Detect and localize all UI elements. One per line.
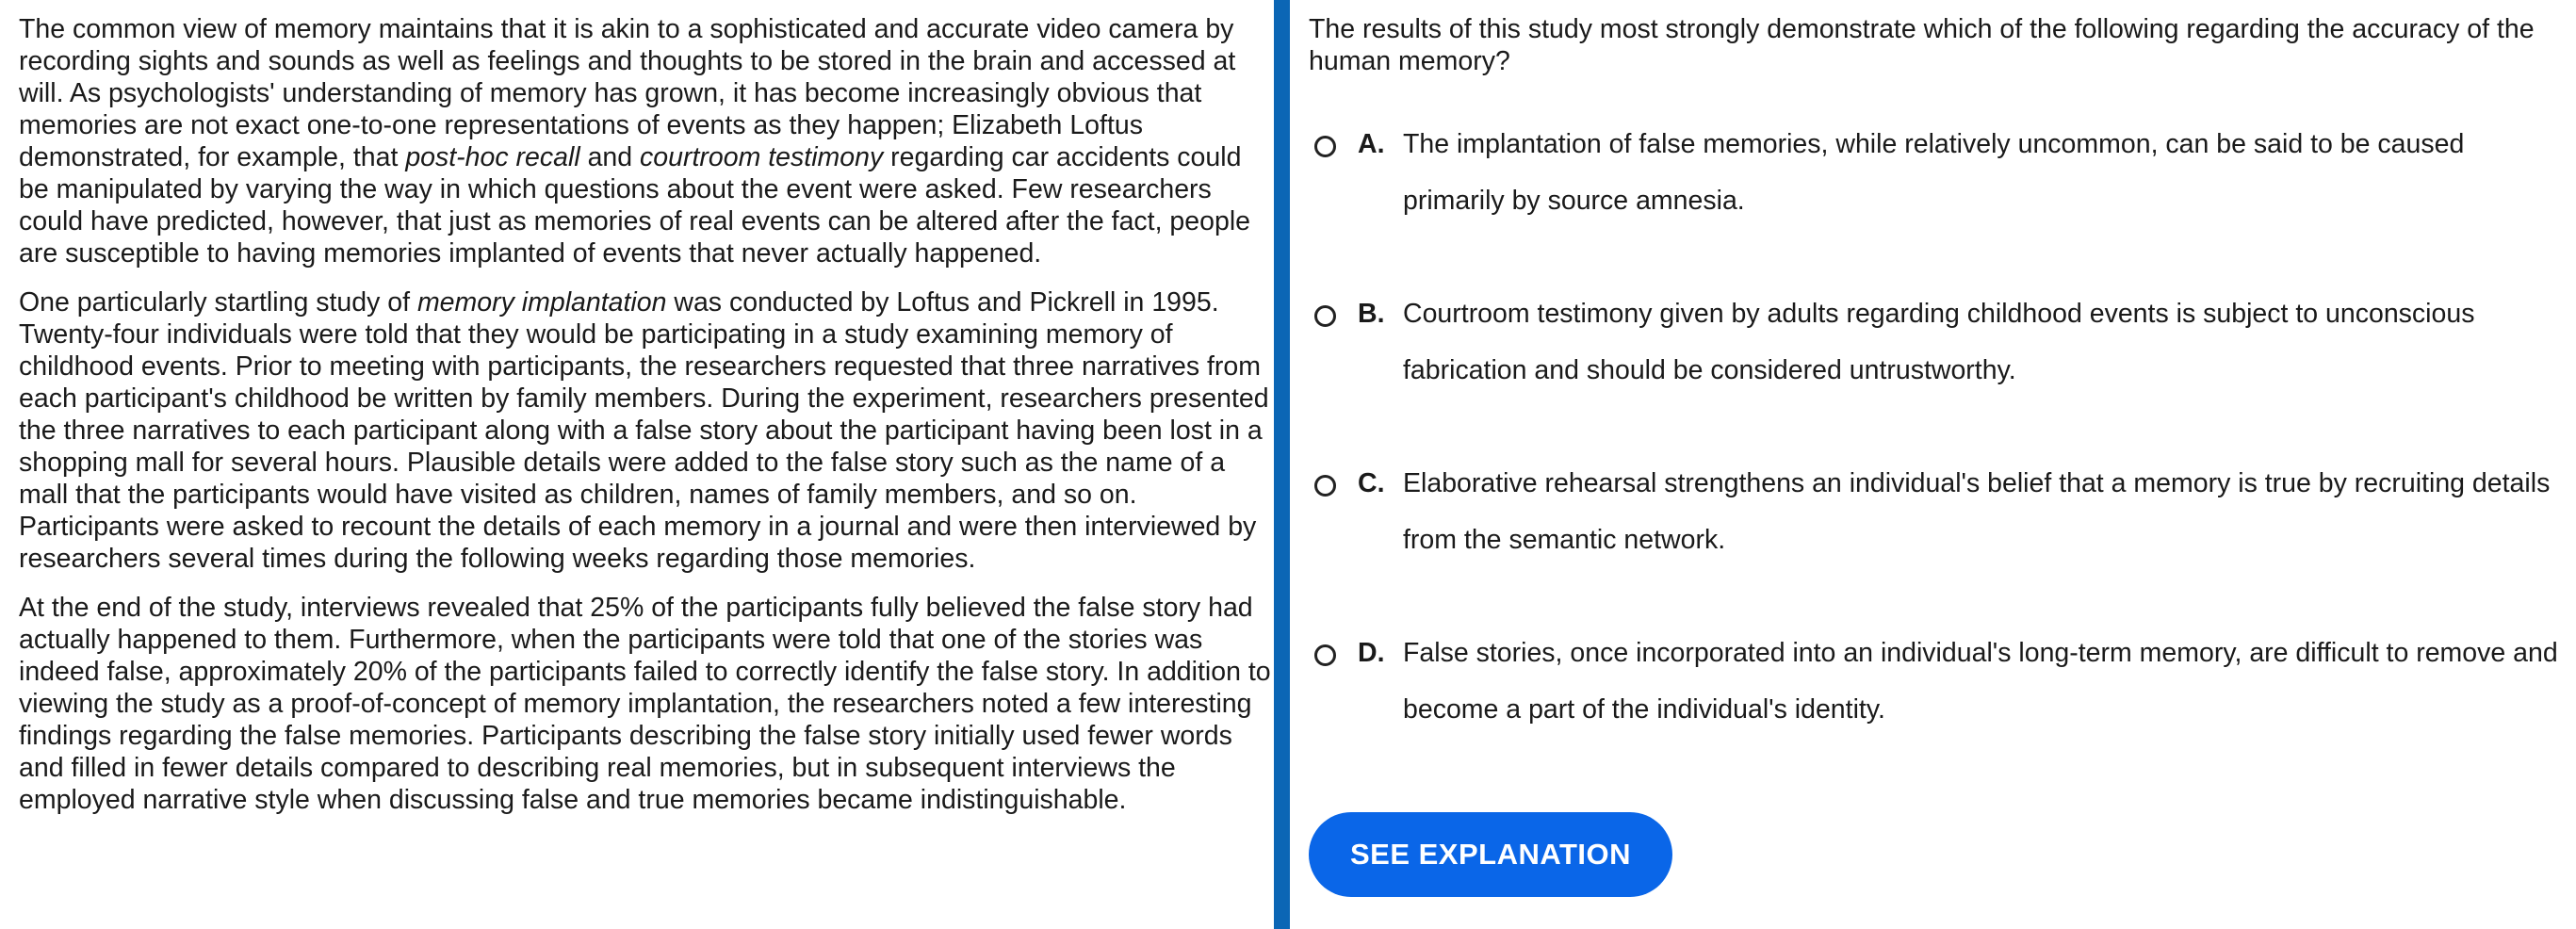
choice-text: Elaborative rehearsal strengthens an individual's belief that a memory is true by recruiting details from the semantic network. bbox=[1403, 468, 2551, 555]
passage-italic-term: courtroom testimony bbox=[640, 142, 884, 172]
passage-text: One particularly startling study of bbox=[19, 287, 417, 318]
choice-text: Courtroom testimony given by adults regarding childhood events is subject to unconscious fabrication and should be considered untrustworthy. bbox=[1403, 299, 2475, 385]
passage-paragraph-2 bbox=[19, 286, 1272, 575]
passage-text: regarding car accidents could be manipulated by varying the way in which questions about the event were asked. Few researchers could have predicted, however, that just as memories of real events can be altered after the fact, people are susceptible to having memories implanted of events that never actually happened. bbox=[19, 142, 1251, 269]
passage-italic-term: memory implantation bbox=[416, 287, 667, 318]
passage-paragraph-1 bbox=[19, 13, 1272, 269]
answer-choice-d[interactable] bbox=[1309, 637, 2571, 750]
choice-text: The implantation of false memories, while relatively uncommon, can be said to be caused primarily by source amnesia. bbox=[1403, 129, 2465, 216]
choice-letter: D. bbox=[1358, 638, 1385, 668]
passage-paragraph-3 bbox=[19, 592, 1272, 816]
passage-text: was conducted by Loftus and Pickrell in 1995. Twenty-four individuals were told that they would be participating in a study examining memory of childhood events. Prior to meeting with participants, the researchers requested that three narratives from each participant's childhood be written by family members. During the experiment, researchers presented the three narratives to each participant along with a false story about the participant having been lost in a shopping mall for several hours. Plausible details were added to the false story such as the name of a mall that the participants would have visited as children, names of family members, and so on. Participants were asked to recount the details of each memory in a journal and were then interviewed by researchers several times during the following weeks regarding those memories. bbox=[19, 287, 1269, 574]
answer-choice-c[interactable] bbox=[1309, 467, 2571, 580]
radio-button-icon[interactable] bbox=[1314, 644, 1336, 666]
passage-pane bbox=[0, 0, 1274, 929]
passage-text: and bbox=[579, 142, 641, 172]
question-pane bbox=[1309, 0, 2571, 929]
answer-choice-b[interactable] bbox=[1309, 298, 2571, 411]
choice-letter: B. bbox=[1358, 299, 1385, 329]
pane-divider[interactable] bbox=[1274, 0, 1290, 929]
choice-letter: C. bbox=[1358, 468, 1385, 498]
answer-choice-a[interactable] bbox=[1309, 128, 2571, 241]
passage-text: The common view of memory maintains that it is akin to a sophisticated and accurate video camera by recording sights and sounds as well as feelings and thoughts to be stored in the brain and accessed at will. As psychologists' understanding of memory has grown, it has become increasingly obvious that memories are not exact one-to-one representations of events as they happen; Elizabeth Loftus demonstrated, for example, that bbox=[19, 14, 1236, 172]
choice-text: False stories, once incorporated into an individual's long-term memory, are difficult to remove and become a part of the individual's identity. bbox=[1403, 638, 2558, 725]
radio-button-icon[interactable] bbox=[1314, 305, 1336, 327]
radio-button-icon[interactable] bbox=[1314, 475, 1336, 497]
question-stem: The results of this study most strongly demonstrate which of the following regarding the accuracy of the human memory? bbox=[1309, 14, 2535, 76]
passage-text: At the end of the study, interviews revealed that 25% of the participants fully believed the false story had actually happened to them. Furthermore, when the participants were told that one of the stories was indeed false, approximately 20% of the participants failed to correctly identify the false story. In addition to viewing the study as a proof-of-concept of memory implantation, the researchers noted a few interesting findings regarding the false memories. Participants describing the false story initially used fewer words and filled in fewer details compared to describing real memories, but in subsequent interviews the employed narrative style when discussing false and true memories became indistinguishable. bbox=[19, 593, 1271, 815]
choice-letter: A. bbox=[1358, 129, 1385, 159]
radio-button-icon[interactable] bbox=[1314, 136, 1336, 157]
see-explanation-button[interactable]: SEE EXPLANATION bbox=[1309, 812, 1672, 897]
passage-italic-term: post-hoc recall bbox=[405, 142, 580, 172]
